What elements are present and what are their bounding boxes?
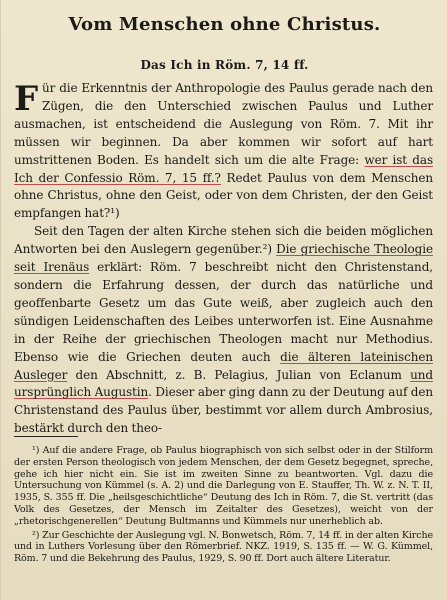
underlined-greek-theology: Die griechische Theologie seit Irenäus — [14, 242, 434, 275]
paragraph-2 — [14, 223, 433, 438]
paragraph-1-text-a: ür die Erkenntnis der Anthropologie des Paulus gerade nach den Zügen, die den Unterschied zwischen Paulus und Luther ausmachen, ist entscheidend die Auslegung von Röm. 7. Mit ihr müssen wir beginnen. Da aber kommen wir sofort auf hart umstrittenen Boden. Es handelt sich um die alte Frage: — [14, 81, 433, 167]
footnote-2: ²) Zur Geschichte der Auslegung vgl. N. Bonwetsch, Röm. 7, 14 ff. in der alten Kirche und in Luthers Vorlesung über den Römerbrief. NKZ. 1919, S. 135 ff. — W. G. Kümmel, Röm. 7 und die Bekehrung des Paulus, 1929, S. 90 ff. Dort auch ältere Literatur. — [14, 529, 433, 565]
paragraph-2-text-c: den Abschnitt, z. B. Pelagius, Julian von Eclanum — [67, 367, 411, 382]
underlined-latin-interpreters: die älteren lateinischen Ausleger — [14, 349, 433, 382]
paragraph-2-text-b: erklärt: Röm. 7 beschreibt nicht den Christenstand, sondern die Erfahrung dessen, der durch das natürliche und geoffenbarte Gesetz um das Gute weiß, aber zugleich auch den sündigen Leidenschaften des Leibes unterworfen ist. Eine Ausnahme in der Reihe der griechischen Theologen macht nur Methodius. Ebenso wie die Griechen deuten auch — [14, 260, 433, 364]
paragraph-2-text-a: Seit den Tagen der alten Kirche stehen sich die beiden möglichen Antworten bei den Auslegern gegenüber.²) — [14, 224, 433, 257]
footnote-1: ¹) Auf die andere Frage, ob Paulus biographisch von sich selbst oder in der Stilform der ersten Person theologisch von jedem Menschen, der dem Gesetz begegnet, spreche, gehe ich hier nicht ein. Sie ist im zweiten Sinne zu beantworten. Vgl. dazu die Untersuchung von Kümmel (s. A. 2) und die Darlegung von E. Stauffer, Th. W. z. N. T. II, 1935, S. 355 ff. Die „heilsgeschichtliche“ Deutung des Ich in Röm. 7, die St. vertritt (das Volk des Gesetzes, der Mensch im Zeitalter des Gesetzes), weicht von der „rhetorischgenerellen“ Deutung Bultmanns und Kümmels nur unerheblich ab. — [14, 445, 433, 527]
drop-cap-letter: F — [14, 79, 39, 119]
section-heading: Das Ich in Röm. 7, 14 ff. — [140, 58, 309, 72]
footnotes — [14, 445, 433, 567]
main-text — [14, 80, 433, 438]
paragraph-1-text-b: Redet Paulus von dem Menschen ohne Christus, ohne den Geist, oder von dem Christen, der den Geist empfangen hat?¹) — [14, 170, 433, 221]
paragraph-2-text-d: . Dieser aber ging dann zu der Deutung auf den Christenstand des Paulus über, bestimmt vor allem durch Ambrosius, bestärkt durch den theo- — [14, 385, 433, 436]
footnote-divider — [14, 436, 78, 437]
page-header-title: Vom Menschen ohne Christus. — [68, 14, 381, 35]
underlined-augustin: und ursprünglich Augustin — [14, 367, 433, 400]
paragraph-1 — [14, 80, 433, 223]
underlined-question: wer ist das Ich der Confessio Röm. 7, 15 ff.? — [14, 152, 433, 185]
